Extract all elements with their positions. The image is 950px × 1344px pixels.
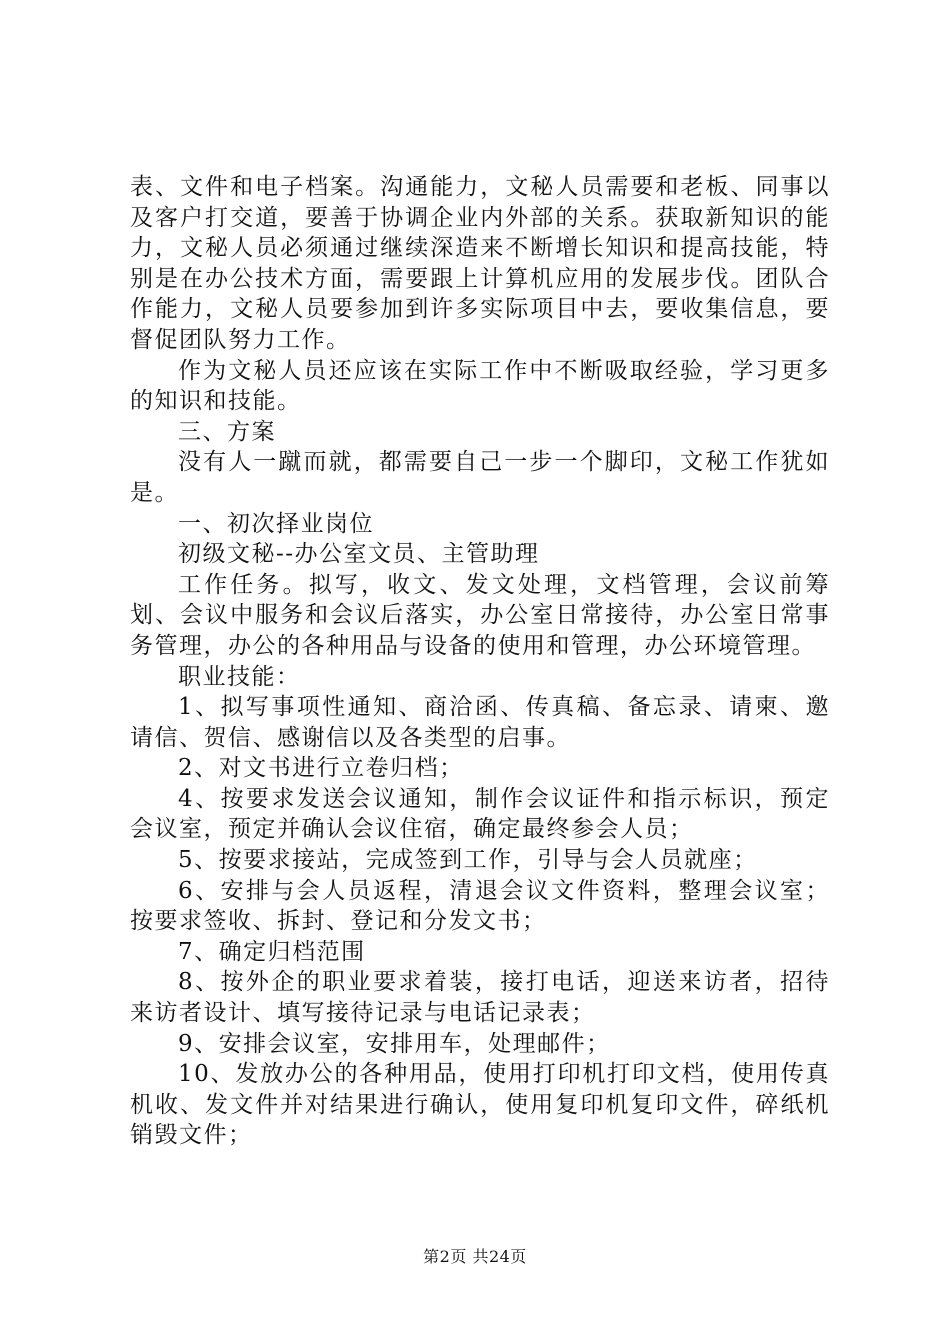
list-item-8: 8、按外企的职业要求着装，接打电话，迎送来访者，招待来访者设计、填写接待记录与电话记录表； [130,969,830,1027]
subheading-junior-secretary: 初级文秘--办公室文员、主管助理 [178,541,540,568]
paragraph-3: 没有人一蹴而就，都需要自己一步一个脚印，文秘工作犹如是。 [130,449,830,506]
list-item-1: 1、拟写事项性通知、商洽函、传真稿、备忘录、请柬、邀请信、贺信、感谢信以及各类型的启事。 [130,694,830,751]
subheading-first-job: 一、初次择业岗位 [178,510,374,537]
list-item-10: 10、发放办公的各种用品，使用打印机打印文档，使用传真机收、发文件并对结果进行确认，使用复印机复印文件，碎纸机销毁文件； [130,1061,830,1149]
document-body [130,172,830,1151]
section-heading-plan: 三、方案 [178,418,276,445]
list-item-4: 4、按要求发送会议通知，制作会议证件和指示标识，预定会议室，预定并确认会议住宿，确定最终参会人员； [130,785,830,843]
list-item-5: 5、按要求接站，完成签到工作，引导与会人员就座； [178,847,758,874]
list-item-2: 2、对文书进行立卷归档； [178,755,464,782]
paragraph-1: 作为文秘人员还应该在实际工作中不断吸取经验，学习更多的知识和技能。 [130,357,830,415]
page-footer: 第2页 共24页 [423,1247,527,1266]
paragraph-0: 表、文件和电子档案。沟通能力，文秘人员需要和老板、同事以及客户打交道，要善于协调企业内外部的关系。获取新知识的能力，文秘人员必须通过继续深造来不断增长知识和提高技能，特别是在办公技术方面，需要跟上计算机应用的发展步伐。团队合作能力，文秘人员要参加到许多实际项目中去，要收集信息，要督促团队努力工作。 [130,174,830,353]
list-item-9: 9、安排会议室，安排用车，处理邮件； [178,1030,611,1057]
list-item-7: 7、确定归档范围 [178,938,366,965]
subheading-skills: 职业技能： [178,663,301,690]
paragraph-tasks: 工作任务。拟写，收文、发文处理，文档管理，会议前筹划、会议中服务和会议后落实，办公室日常接待，办公室日常事务管理，办公的各种用品与设备的使用和管理，办公环境管理。 [130,571,830,659]
list-item-6: 6、安排与会人员返程，清退会议文件资料，整理会议室；按要求签收、拆封、登记和分发文书； [130,877,830,935]
